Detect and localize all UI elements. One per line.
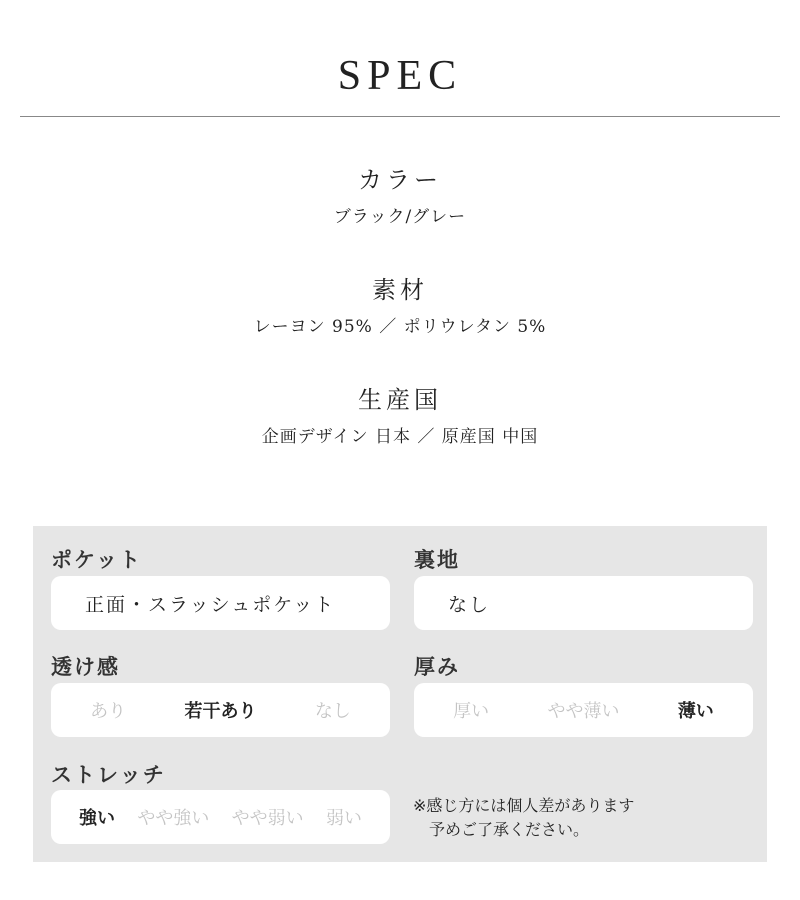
sheer-label: 透け感 [51,655,120,679]
sheer-option: なし [314,701,351,722]
stretch-option: 弱い [325,808,362,829]
origin-value: 企画デザイン 日本 ／ 原産国 中国 [261,427,539,447]
stretch-option-selected: 強い [79,808,115,829]
note-line: 予めご了承ください。 [413,820,590,839]
material-value: レーヨン 95% ／ ポリウレタン 5% [253,317,547,337]
pocket-label: ポケット [51,548,142,572]
lining-box [414,576,753,630]
color-value: ブラック/グレー [333,207,467,227]
thickness-option-selected: 薄い [677,701,714,722]
lining-label: 裏地 [414,548,460,572]
page-title: SPEC [337,53,463,99]
material-heading: 素材 [372,276,428,304]
pocket-box [51,576,390,630]
origin-heading: 生産国 [358,386,442,414]
thickness-option: 厚い [453,701,490,722]
thickness-scale [414,683,753,737]
sheer-scale [51,683,390,737]
stretch-scale [51,790,390,844]
pocket-value: 正面・スラッシュポケット [85,593,336,616]
thickness-option: やや薄い [547,701,620,722]
title-divider [20,116,780,117]
stretch-option: やや強い [137,808,210,829]
thickness-label: 厚み [414,655,460,679]
disclaimer-note [413,794,634,842]
detail-panel [33,526,767,862]
stretch-option: やや弱い [231,808,304,829]
color-heading: カラー [358,166,442,194]
sheer-option-selected: 若干あり [184,701,257,722]
sheer-option: あり [90,701,127,722]
note-line: ※感じ方には個人差があります [413,796,635,815]
stretch-label: ストレッチ [51,763,166,787]
lining-value: なし [448,593,491,616]
